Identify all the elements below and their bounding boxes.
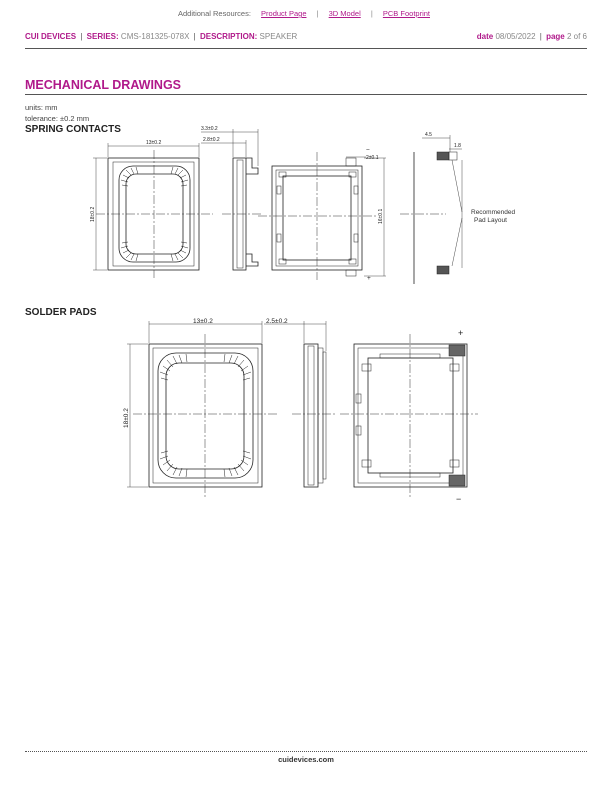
footer-rule [25,751,587,752]
dim-width: 13±0.2 [146,140,162,146]
units-text: units: mm [25,103,58,112]
spring-minus-sign: − [366,147,370,154]
product-page-link[interactable]: Product Page [261,9,307,18]
dim-pad-width: 2±0.1 [366,155,379,161]
recommended-note-2: Pad Layout [474,217,507,224]
page-label: page [546,32,565,41]
header-separator: | [80,32,83,41]
3d-model-link[interactable]: 3D Model [328,9,361,18]
dim-depth-body: 2.8±0.2 [203,137,220,143]
pad-top [437,152,449,160]
resources-separator: | [370,9,373,18]
page-value: 2 of 6 [566,32,587,41]
solder-side-view [264,318,336,487]
pad-bottom [437,266,449,274]
series-value: CMS-181325-078X [120,32,190,41]
description-label: DESCRIPTION: [199,32,258,41]
solder-dim-depth: 2.5±0.2 [266,318,288,325]
dim-pad-span: 16±0.1 [378,208,384,224]
series-label: SERIES: [86,32,119,41]
tolerance-text: tolerance: ±0.2 mm [25,114,90,123]
solder-dim-width: 13±0.2 [193,318,213,325]
header-separator: | [539,32,542,41]
spring-front-view [90,140,213,278]
pcb-footprint-link[interactable]: PCB Footprint [382,9,430,18]
description-value: SPEAKER [259,32,298,41]
solder-plus-sign: + [458,328,464,338]
section-title: MECHANICAL DRAWINGS [25,78,182,92]
header-separator: | [193,32,196,41]
resources-label: Additional Resources: [177,9,251,18]
solder-pad-top [449,345,465,356]
solder-pad-bottom [449,475,465,486]
spring-contacts-title: SPRING CONTACTS [25,124,121,135]
solder-dim-height: 18±0.2 [123,408,130,428]
spring-plus-sign: + [367,275,371,282]
date-label: date [476,32,494,41]
solder-front-view [123,318,278,497]
spring-pad-layout [400,132,515,284]
solder-back-view [340,328,478,504]
date-value: 08/05/2022 [495,32,536,41]
dim-depth-total: 3.3±0.2 [201,126,218,132]
footer-site[interactable]: cuidevices.com [278,755,334,764]
solder-minus-sign: − [456,494,462,504]
dim-height: 18±0.2 [90,206,96,222]
spring-back-view [258,147,386,282]
resources-separator: | [316,9,319,18]
recommended-note-1: Recommended [471,209,516,216]
spring-side-view [201,126,262,270]
solder-pads-title: SOLDER PADS [25,307,97,318]
dim-pad-layout-small: 1.8 [454,143,461,149]
dim-pad-layout-width: 4.5 [425,132,432,138]
brand-name: CUI DEVICES [25,32,77,41]
